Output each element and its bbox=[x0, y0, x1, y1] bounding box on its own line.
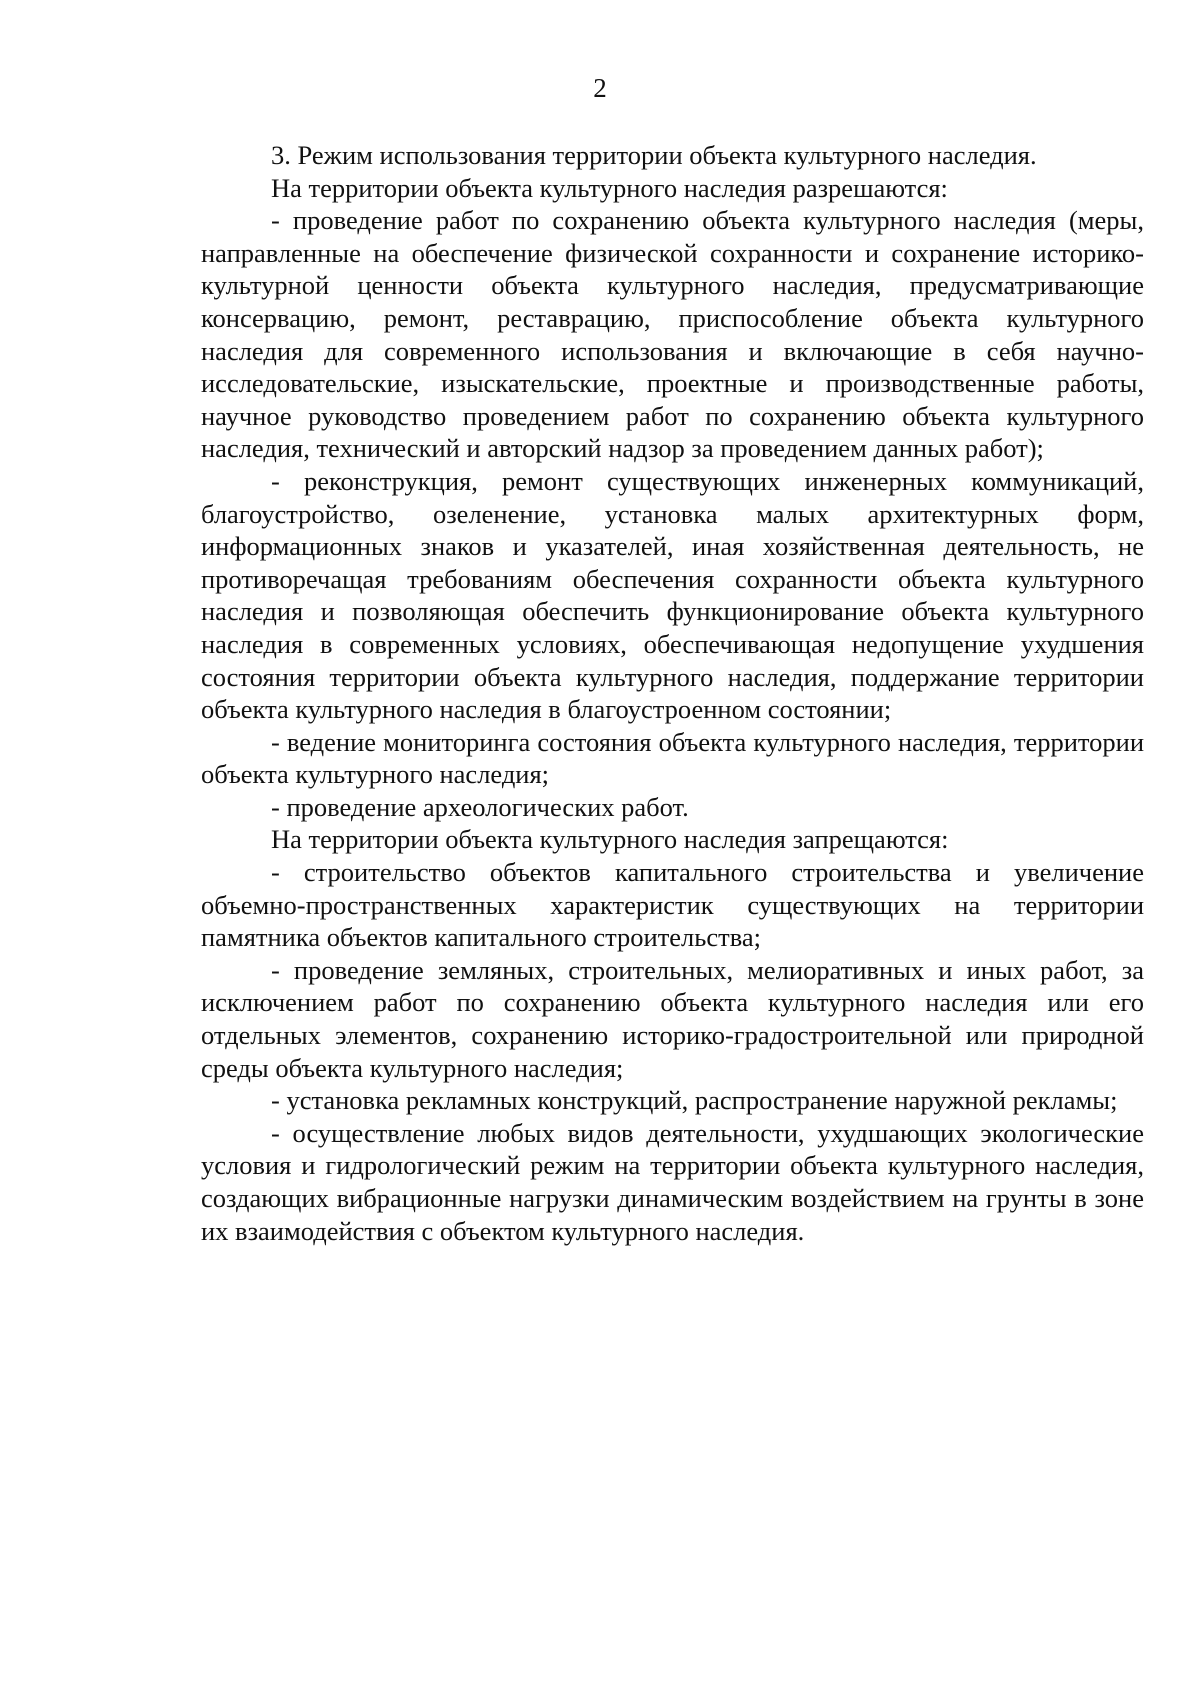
prohibited-intro: На территории объекта культурного наследия запрещаются: bbox=[271, 824, 949, 855]
permitted-intro: На территории объекта культурного наследия разрешаются: bbox=[271, 172, 948, 203]
page-number: 2 bbox=[593, 73, 607, 103]
prohibited-item-construction: - строительство объектов капитального строительства и увеличение объемно-пространственных характеристик существующих на территории памятника объектов капитального строительства; bbox=[201, 857, 1144, 953]
permitted-item-preservation-works: - проведение работ по сохранению объекта культурного наследия (меры, направленные на обеспечение физической сохранности и сохранение историко-культурной ценности объекта культурного наследия, предусматривающие консервацию, ремонт, реставрацию, приспособление объекта культурного наследия для современного использования и включающие в себя научно-исследовательские, изыскательские, проектные и производственные работы, научное руководство проведением работ по сохранению объекта культурного наследия, технический и авторский надзор за проведением данных работ); bbox=[201, 205, 1144, 464]
permitted-item-reconstruction: - реконструкция, ремонт существующих инженерных коммуникаций, благоустройство, озеленение, установка малых архитектурных форм, информационных знаков и указателей, иная хозяйственная деятельность, не противоречащая требованиям обеспечения сохранности объекта культурного наследия и позволяющая обеспечить функционирование объекта культурного наследия в современных условиях, обеспечивающая недопущение ухудшения состояния территории объекта культурного наследия, поддержание территории объекта культурного наследия в благоустроенном состоянии; bbox=[201, 465, 1144, 725]
permitted-item-monitoring: - ведение мониторинга состояния объекта культурного наследия, территории объекта культурного наследия; bbox=[201, 726, 1144, 790]
document-body bbox=[201, 139, 1144, 1247]
prohibited-item-earthworks: - проведение земляных, строительных, мелиоративных и иных работ, за исключением работ по сохранению объекта культурного наследия или его отдельных элементов, сохранению историко-градостроительной или природной среды объекта культурного наследия; bbox=[201, 954, 1144, 1083]
section-heading-3: 3. Режим использования территории объекта культурного наследия. bbox=[271, 140, 1037, 170]
permitted-item-archaeology: - проведение археологических работ. bbox=[271, 791, 689, 822]
prohibited-item-advertising: - установка рекламных конструкций, распространение наружной рекламы; bbox=[271, 1085, 1118, 1116]
prohibited-item-ecology: - осуществление любых видов деятельности, ухудшающих экологические условия и гидрологический режим на территории объекта культурного наследия, создающих вибрационные нагрузки динамическим воздействием на грунты в зоне их взаимодействия с объектом культурного наследия. bbox=[201, 1117, 1144, 1246]
